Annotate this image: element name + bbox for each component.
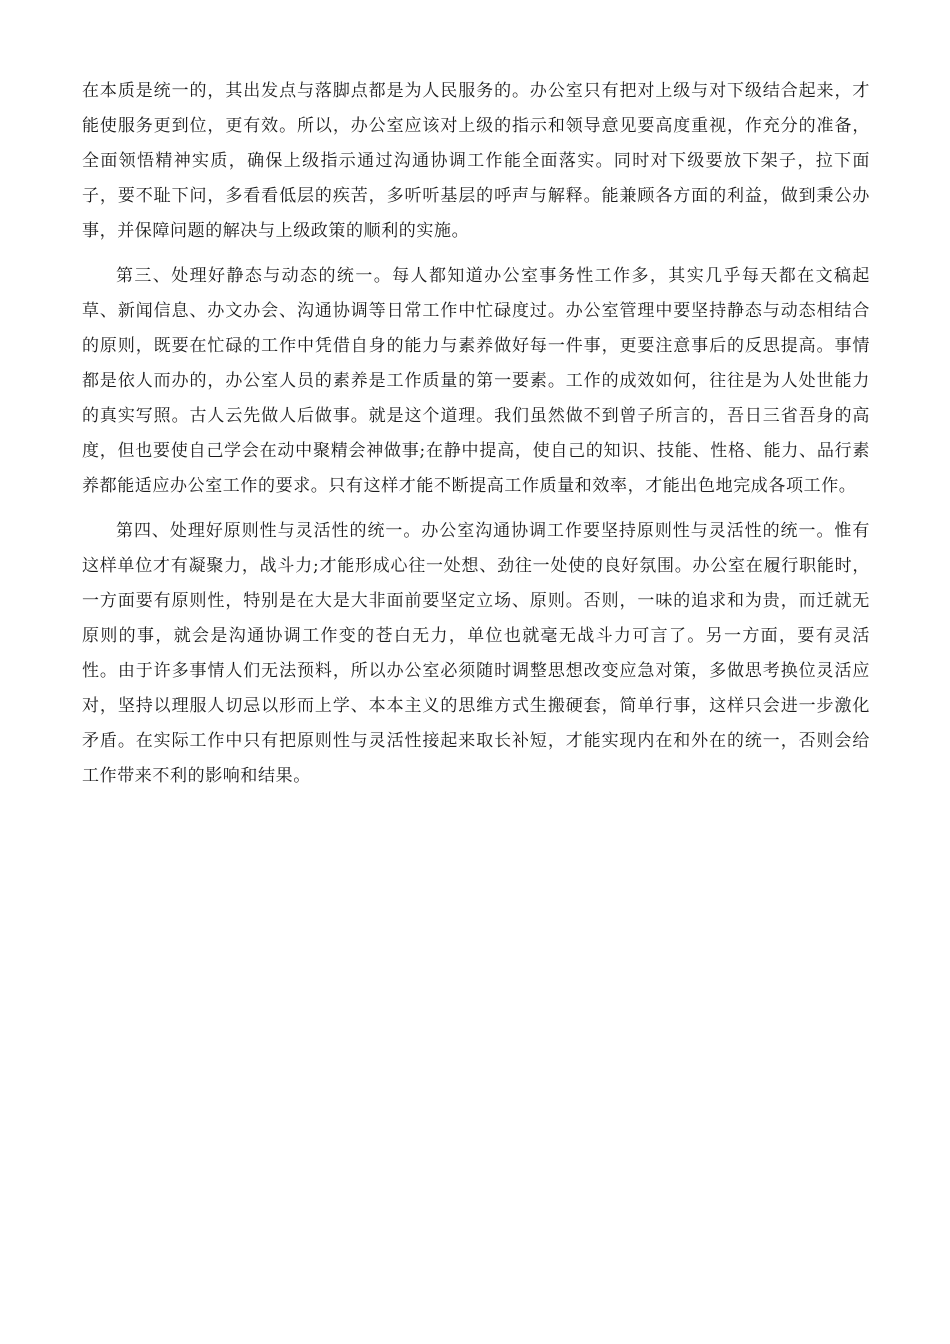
document-body (82, 74, 870, 794)
paragraph-third-point: 第三、处理好静态与动态的统一。每人都知道办公室事务性工作多，其实几乎每天都在文稿起草、新闻信息、办文办会、沟通协调等日常工作中忙碌度过。办公室管理中要坚持静态与动态相结合的原则，既要在忙碌的工作中凭借自身的能力与素养做好每一件事，更要注意事后的反思提高。事情都是依人而办的，办公室人员的素养是工作质量的第一要素。工作的成效如何，往往是为人处世能力的真实写照。古人云先做人后做事。就是这个道理。我们虽然做不到曾子所言的，吾日三省吾身的高度，但也要使自己学会在动中聚精会神做事;在静中提高，使自己的知识、技能、性格、能力、品行素养都能适应办公室工作的要求。只有这样才能不断提高工作质量和效率，才能出色地完成各项工作。 (82, 266, 870, 496)
paragraph-continuation: 在本质是统一的，其出发点与落脚点都是为人民服务的。办公室只有把对上级与对下级结合起来，才能使服务更到位，更有效。所以，办公室应该对上级的指示和领导意见要高度重视，作充分的准备，全面领悟精神实质，确保上级指示通过沟通协调工作能全面落实。同时对下级要放下架子，拉下面子，要不耻下问，多看看低层的疾苦，多听听基层的呼声与解释。能兼顾各方面的利益，做到秉公办事，并保障问题的解决与上级政策的顺利的实施。 (82, 81, 870, 241)
paragraph-fourth-point: 第四、处理好原则性与灵活性的统一。办公室沟通协调工作要坚持原则性与灵活性的统一。惟有这样单位才有凝聚力，战斗力;才能形成心往一处想、劲往一处使的良好氛围。办公室在履行职能时，一方面要有原则性，特别是在大是大非面前要坚定立场、原则。否则，一味的追求和为贵，而迁就无原则的事，就会是沟通协调工作变的苍白无力，单位也就毫无战斗力可言了。另一方面，要有灵活性。由于许多事情人们无法预料，所以办公室必须随时调整思想改变应急对策，多做思考换位灵活应对，坚持以理服人切忌以形而上学、本本主义的思维方式生搬硬套，简单行事，这样只会进一步激化矛盾。在实际工作中只有把原则性与灵活性接起来取长补短，才能实现内在和外在的统一，否则会给工作带来不利的影响和结果。 (82, 521, 870, 786)
